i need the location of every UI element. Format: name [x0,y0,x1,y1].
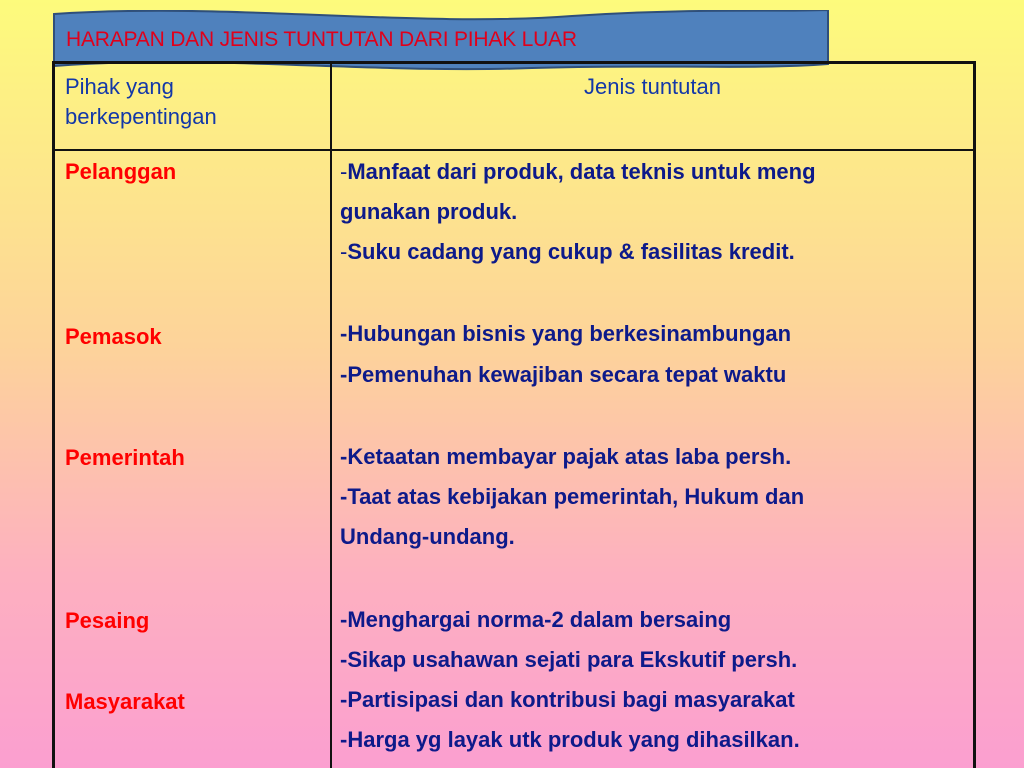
header-party-line2: berkepentingan [65,104,217,129]
demands-cell [331,150,975,768]
demand-line: gunakan produk. [340,199,518,224]
demand-line: -Ketaatan membayar pajak atas laba persh. [340,444,792,469]
demand-line: Undang-undang. [340,524,515,549]
demand-line [340,159,816,185]
party-pemasok: Pemasok [65,324,162,349]
slide-title: HARAPAN DAN JENIS TUNTUTAN DARI PIHAK LUAR [66,28,577,51]
header-demands-label: Jenis tuntutan [584,74,721,99]
party-cell [54,150,332,768]
demand-line: -Menghargai norma-2 dalam bersaing [340,607,732,632]
demand-line: -Taat atas kebijakan pemerintah, Hukum dan [340,484,805,509]
demand-line: -Partisipasi dan kontribusi bagi masyarakat [340,687,795,712]
demand-text: Suku cadang yang cukup & fasilitas kredit. [347,239,795,264]
table-body-row [54,150,975,768]
party-pelanggan: Pelanggan [65,159,177,184]
header-party-cell [54,63,332,151]
demands-table [52,61,976,768]
demand-text: Manfaat dari produk, data teknis untuk meng [347,159,816,184]
party-pemerintah: Pemerintah [65,445,185,470]
demand-line [340,239,795,265]
demand-dash: - [340,239,348,264]
demand-line: -Harga yg layak utk produk yang dihasilkan. [340,727,800,752]
header-party-line1: Pihak yang [65,74,174,99]
demand-line: -Sikap usahawan sejati para Ekskutif persh. [340,647,798,672]
demand-line: -Hubungan bisnis yang berkesinambungan [340,321,792,346]
demand-line: -Pemenuhan kewajiban secara tepat waktu [340,362,787,387]
party-masyarakat: Masyarakat [65,689,185,714]
header-demands-cell [331,63,975,151]
party-pesaing: Pesaing [65,608,150,633]
table-header-row [54,63,975,151]
demand-dash: - [340,159,348,184]
